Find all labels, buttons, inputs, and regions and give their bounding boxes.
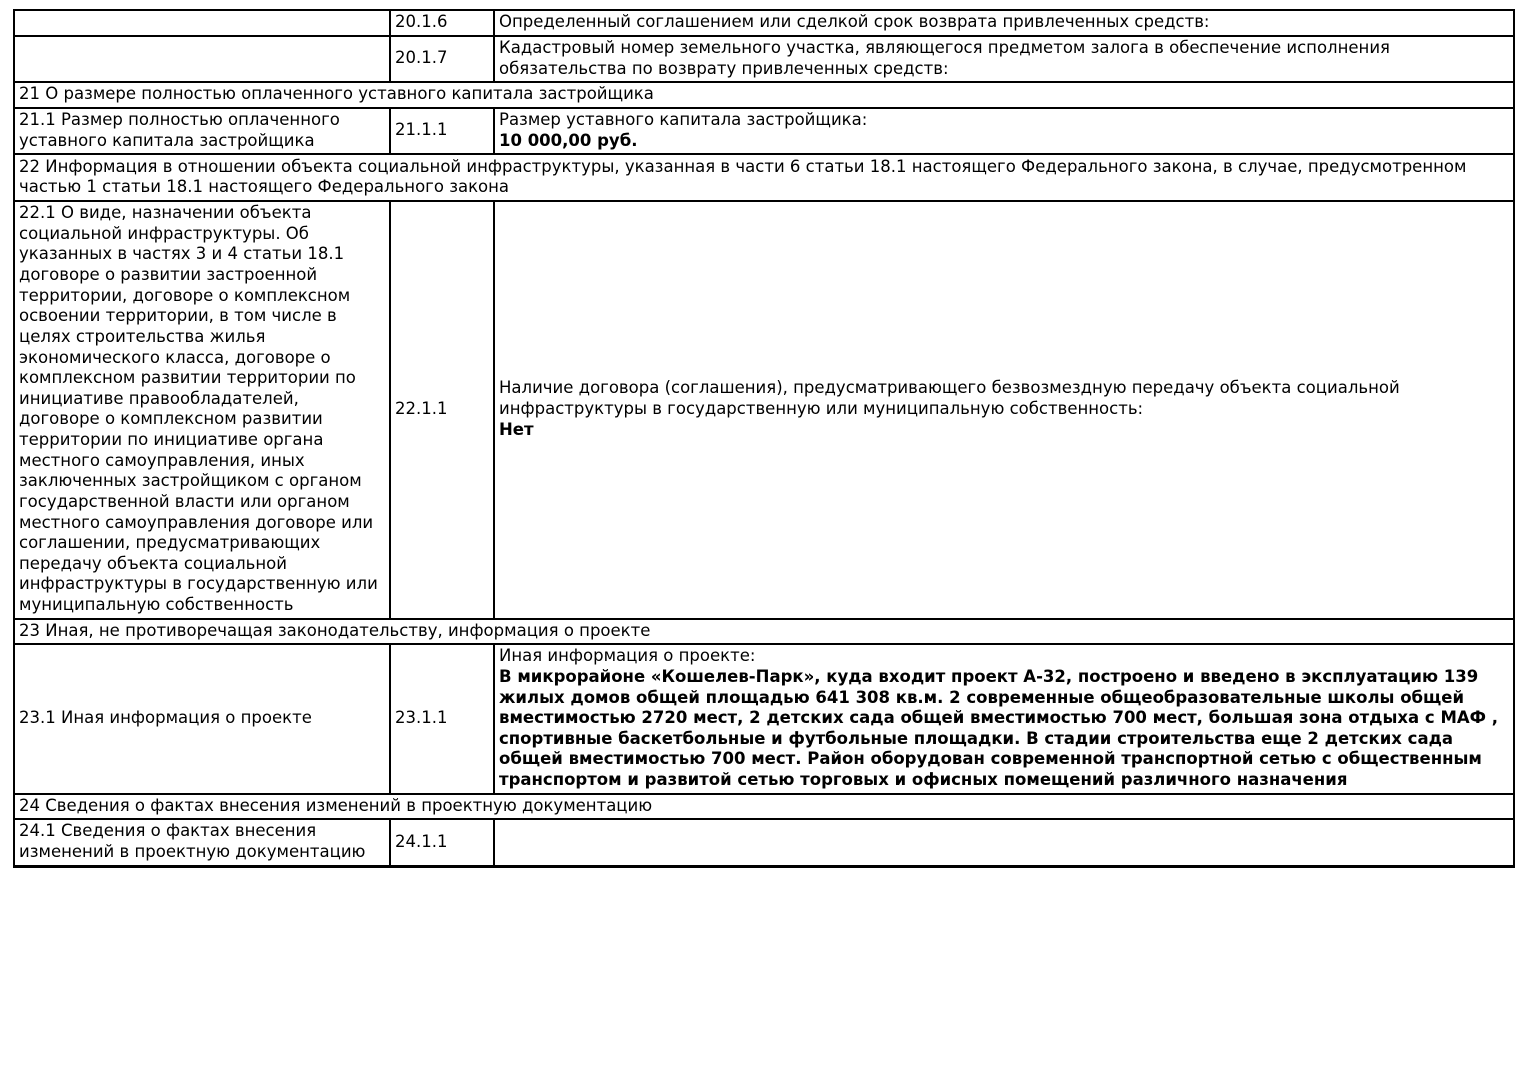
table-row xyxy=(14,201,1514,619)
row-label: 22.1 О виде, назначении объекта социальной инфраструктуры. Об указанных в частях 3 и 4 статьи 18.1 договоре о развитии застроенной территории, договоре о комплексном освоении территории, в том числе в целях строительства жилья экономического класса, договоре о комплексном развитии территории по инициативе правообладателей, договоре о комплексном развитии территории по инициативе органа местного самоуправления, иных заключенных застройщиком с органом государственной власти или органом местного самоуправления договоре или соглашении, предусматривающих передачу объекта социальной инфраструктуры в государственную или муниципальную собственность xyxy=(14,201,390,619)
value-bold-text: В микрорайоне «Кошелев-Парк», куда входит проект А-32, построено и введено в эксплуатацию 139 жилых домов общей площадью 641 308 кв.м. 2 современные общеобразовательные школы общей вместимостью 2720 мест, 2 детских сада общей вместимостью 700 мест, большая зона отдыха с МАФ , спортивные баскетбольные и футбольные площадки. В стадии строительства еще 2 детских сада общей вместимостью 700 мест. Район оборудован современной транспортной сетью с общественным транспортом и развитой сетью торговых и офисных помещений различного назначения xyxy=(499,666,1499,789)
row-value xyxy=(494,36,1514,82)
row-code: 23.1.1 xyxy=(390,644,494,793)
declaration-table xyxy=(13,9,1515,868)
row-value xyxy=(494,201,1514,619)
section-title: 22 Информация в отношении объекта социальной инфраструктуры, указанная в части 6 статьи 18.1 настоящего Федерального закона, в случае, предусмотренном частью 1 статьи 18.1 настоящего Федерального закона xyxy=(14,154,1514,201)
row-code: 24.1.1 xyxy=(390,819,494,866)
row-code: 20.1.6 xyxy=(390,10,494,36)
row-label: 24.1 Сведения о фактах внесения изменений в проектную документацию xyxy=(14,819,390,866)
row-code: 21.1.1 xyxy=(390,108,494,154)
value-bold-text: Нет xyxy=(499,419,534,439)
table-row xyxy=(14,10,1514,36)
section-row xyxy=(14,794,1514,820)
row-value xyxy=(494,644,1514,793)
value-text: Наличие договора (соглашения), предусматривающего безвозмездную передачу объекта социальной инфраструктуры в государственную или муниципальную собственность: xyxy=(499,378,1400,419)
table-row xyxy=(14,644,1514,793)
section-row xyxy=(14,619,1514,645)
value-text: Определенный соглашением или сделкой срок возврата привлеченных средств: xyxy=(499,12,1210,32)
value-text: Иная информация о проекте: xyxy=(499,646,756,666)
value-text: Размер уставного капитала застройщика: xyxy=(499,109,868,129)
row-label: 23.1 Иная информация о проекте xyxy=(14,644,390,793)
row-label xyxy=(14,10,390,36)
value-text: Кадастровый номер земельного участка, являющегося предметом залога в обеспечение исполнения обязательства по возврату привлеченных средств: xyxy=(499,38,1390,78)
section-row xyxy=(14,154,1514,201)
row-code: 22.1.1 xyxy=(390,201,494,619)
section-title: 21 О размере полностью оплаченного уставного капитала застройщика xyxy=(14,82,1514,108)
section-row xyxy=(14,82,1514,108)
table-row xyxy=(14,819,1514,866)
row-value xyxy=(494,10,1514,36)
section-title: 23 Иная, не противоречащая законодательству, информация о проекте xyxy=(14,619,1514,645)
row-value xyxy=(494,108,1514,154)
row-code: 20.1.7 xyxy=(390,36,494,82)
row-value xyxy=(494,819,1514,866)
row-label xyxy=(14,36,390,82)
row-label: 21.1 Размер полностью оплаченного уставного капитала застройщика xyxy=(14,108,390,154)
table-row xyxy=(14,108,1514,154)
value-bold-text: 10 000,00 руб. xyxy=(499,130,638,150)
table-row xyxy=(14,36,1514,82)
section-title: 24 Сведения о фактах внесения изменений в проектную документацию xyxy=(14,794,1514,820)
